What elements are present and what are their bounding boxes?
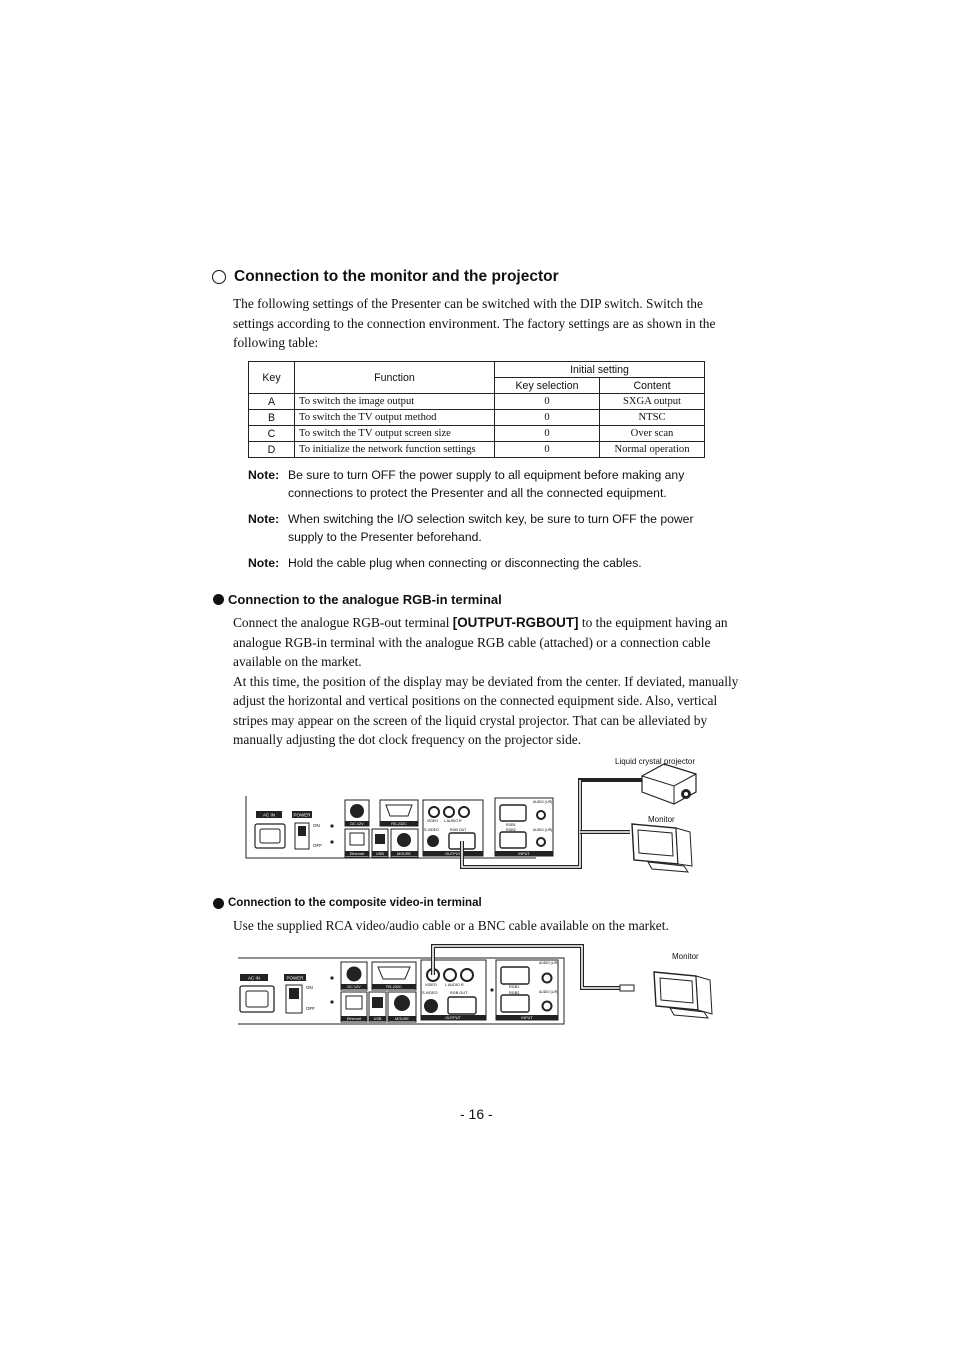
note-label: Note: <box>248 556 280 570</box>
output-label: OUTPUT <box>445 1016 461 1020</box>
dc12v-label: DC 12V <box>347 985 361 989</box>
note-3 <box>248 555 728 573</box>
usb-label: USB <box>373 1017 382 1021</box>
power-switch-rocker <box>298 826 306 836</box>
header-function: Function <box>295 362 495 394</box>
circle-bullet-icon <box>212 270 226 284</box>
dc12v-jack <box>347 967 362 982</box>
audio-r-jack <box>459 807 469 817</box>
row-function: To switch the image output <box>295 394 495 410</box>
output-label: OUTPUT <box>445 852 461 856</box>
header-key-selection: Key selection <box>495 378 600 394</box>
rgb1-port-icon <box>500 805 526 821</box>
rgb2-port-icon <box>501 995 529 1012</box>
monitor-icon <box>654 972 712 1018</box>
rgb-line1-pre: Connect the analogue RGB-out terminal <box>233 615 453 630</box>
mouse-label: MOUSE <box>397 852 411 856</box>
rgb-line1-post: to the equipment having an analogue RGB-in terminal with the analogue RGB cable (attached) or a connection cable available on the market. <box>233 615 728 669</box>
note-2 <box>248 511 728 546</box>
on-label: ON <box>306 985 313 990</box>
ac-in-label: AC IN <box>247 975 261 981</box>
rs232c-label: RS-232C <box>391 822 407 826</box>
video-out-jack <box>429 807 439 817</box>
rgb1-port-icon <box>501 967 529 984</box>
table-row <box>249 442 705 458</box>
usb-jack <box>372 997 383 1008</box>
rgb-section-title-text: Connection to the analogue RGB-in terminal <box>228 592 502 607</box>
rgb1-label: RGB1 <box>506 823 516 827</box>
on-label: ON <box>313 823 320 828</box>
composite-connection-figure <box>236 938 716 1030</box>
rgb2-label: RGB2 <box>506 828 516 832</box>
projector-label: Liquid crystal projector <box>615 757 696 766</box>
audio-l-jack <box>444 969 456 981</box>
audio-r-jack <box>461 969 473 981</box>
note-label: Note: <box>248 468 280 482</box>
row-selection: 0 <box>495 442 600 458</box>
audio2-jack <box>537 838 545 846</box>
rgbout-label: RGB OUT <box>450 828 467 832</box>
rgb-terminal-name: [OUTPUT-RGBOUT] <box>452 615 579 630</box>
dip-switch-table <box>248 361 705 458</box>
usb-jack <box>375 834 385 844</box>
row-selection: 0 <box>495 426 600 442</box>
projector-icon <box>642 764 696 804</box>
section-title <box>212 268 559 286</box>
header-initial-setting: Initial setting <box>495 362 705 378</box>
row-selection: 0 <box>495 394 600 410</box>
dc12v-jack <box>350 804 364 818</box>
screw-icon <box>330 976 333 979</box>
intro-paragraph <box>233 294 745 353</box>
composite-text: Use the supplied RCA video/audio cable or a BNC cable available on the market. <box>233 918 669 933</box>
row-content: Normal operation <box>600 442 705 458</box>
rgb-section-title <box>213 592 502 607</box>
row-selection: 0 <box>495 410 600 426</box>
input-label: INPUT <box>521 1016 533 1020</box>
note-text: Hold the cable plug when connecting or disconnecting the cables. <box>288 556 642 570</box>
rgb1-label: RGB1 <box>509 985 520 989</box>
composite-section-title <box>213 897 482 909</box>
audio1-jack <box>537 811 545 819</box>
row-key: A <box>249 394 295 410</box>
rca-plug-icon <box>620 985 634 991</box>
monitor-label-1: Monitor <box>648 815 675 824</box>
row-content: SXGA output <box>600 394 705 410</box>
usb-label: USB <box>376 852 384 856</box>
rgb-out-port-icon <box>448 997 476 1014</box>
monitor-label-2: Monitor <box>672 952 699 961</box>
audio-lr-label-1: AUDIO (L/R) <box>533 800 553 804</box>
page-number: - 16 - <box>460 1106 493 1122</box>
audio-lr-label-2: AUDIO (L/R) <box>539 990 559 994</box>
row-key: C <box>249 426 295 442</box>
rgb-para-2: At this time, the position of the display may be deviated from the center. If deviated, manually adjust the horizontal and vertical positions on the connected equipment side. Also, vertical stripes may appear on the screen of the liquid crystal projector. That can be alleviated by manually adjusting the dot clock frequency on the projector side. <box>233 673 739 747</box>
composite-section-title-text: Connection to the composite video-in terminal <box>228 897 482 909</box>
ac-in-label: AC IN <box>262 812 276 818</box>
rgb-para-1 <box>233 613 745 672</box>
composite-paragraph <box>233 916 745 936</box>
audio-lr-label-2: AUDIO (L/R) <box>533 828 553 832</box>
power-switch-rocker <box>289 988 299 999</box>
audio1-jack <box>543 974 552 983</box>
screw-icon <box>330 824 333 827</box>
row-content: NTSC <box>600 410 705 426</box>
row-key: D <box>249 442 295 458</box>
row-function: To initialize the network function settings <box>295 442 495 458</box>
off-label: OFF <box>306 1006 315 1011</box>
mouse-jack <box>397 833 411 847</box>
audio-label: L AUDIO R <box>445 983 464 987</box>
intro-text: The following settings of the Presenter can be switched with the DIP switch. Switch the settings according to the connection environment. The factory settings are as shown in the following table: <box>233 296 716 350</box>
section-title-text: Connection to the monitor and the projector <box>234 268 559 285</box>
mouse-jack <box>394 995 410 1011</box>
header-content: Content <box>600 378 705 394</box>
table-row <box>249 410 705 426</box>
svideo-label: S-VIDEO <box>422 991 438 995</box>
rgb2-port-icon <box>500 832 526 848</box>
svideo-label: S-VIDEO <box>424 828 439 832</box>
rgb-paragraph <box>233 613 745 750</box>
audio-lr-label-1: AUDIO (L/R) <box>539 961 559 965</box>
svideo-jack <box>424 999 438 1013</box>
header-key: Key <box>249 362 295 394</box>
video-label: VIDEO <box>425 983 437 987</box>
audio-label: L AUDIO R <box>444 819 462 823</box>
input-label: INPUT <box>518 852 530 856</box>
row-content: Over scan <box>600 426 705 442</box>
screw-icon <box>330 840 333 843</box>
note-label: Note: <box>248 512 280 526</box>
dc12v-label: DC 12V <box>350 822 364 826</box>
off-label: OFF <box>313 843 322 848</box>
monitor-icon <box>632 824 692 872</box>
rgb2-label: RGB2 <box>509 991 520 995</box>
row-function: To switch the TV output screen size <box>295 426 495 442</box>
power-label: POWER <box>293 812 311 818</box>
screw-icon <box>330 1000 333 1003</box>
ethernet-label: Ethernet <box>346 1017 362 1021</box>
rgbout-label: RGB OUT <box>450 991 468 995</box>
row-key: B <box>249 410 295 426</box>
row-function: To switch the TV output method <box>295 410 495 426</box>
note-text: When switching the I/O selection switch key, be sure to turn OFF the power supply to the Presenter beforehand. <box>288 512 694 544</box>
mouse-label: MOUSE <box>395 1017 409 1021</box>
ac-inlet-icon <box>240 986 274 1012</box>
screw-icon <box>490 988 493 991</box>
filled-circle-bullet-icon <box>213 898 224 909</box>
power-label: POWER <box>286 975 304 981</box>
note-text: Be sure to turn OFF the power supply to all equipment before making any connections to protect the Presenter and all the connected equipment. <box>288 468 685 500</box>
filled-circle-bullet-icon <box>213 594 224 605</box>
video-label: VIDEO <box>427 819 439 823</box>
table-row <box>249 394 705 410</box>
rs232c-label: RS-232C <box>386 985 402 989</box>
audio2-jack <box>543 1002 552 1011</box>
svideo-jack <box>427 835 439 847</box>
note-1 <box>248 467 728 502</box>
audio-l-jack <box>444 807 454 817</box>
table-row <box>249 426 705 442</box>
ethernet-label: Ethernet <box>349 852 365 856</box>
